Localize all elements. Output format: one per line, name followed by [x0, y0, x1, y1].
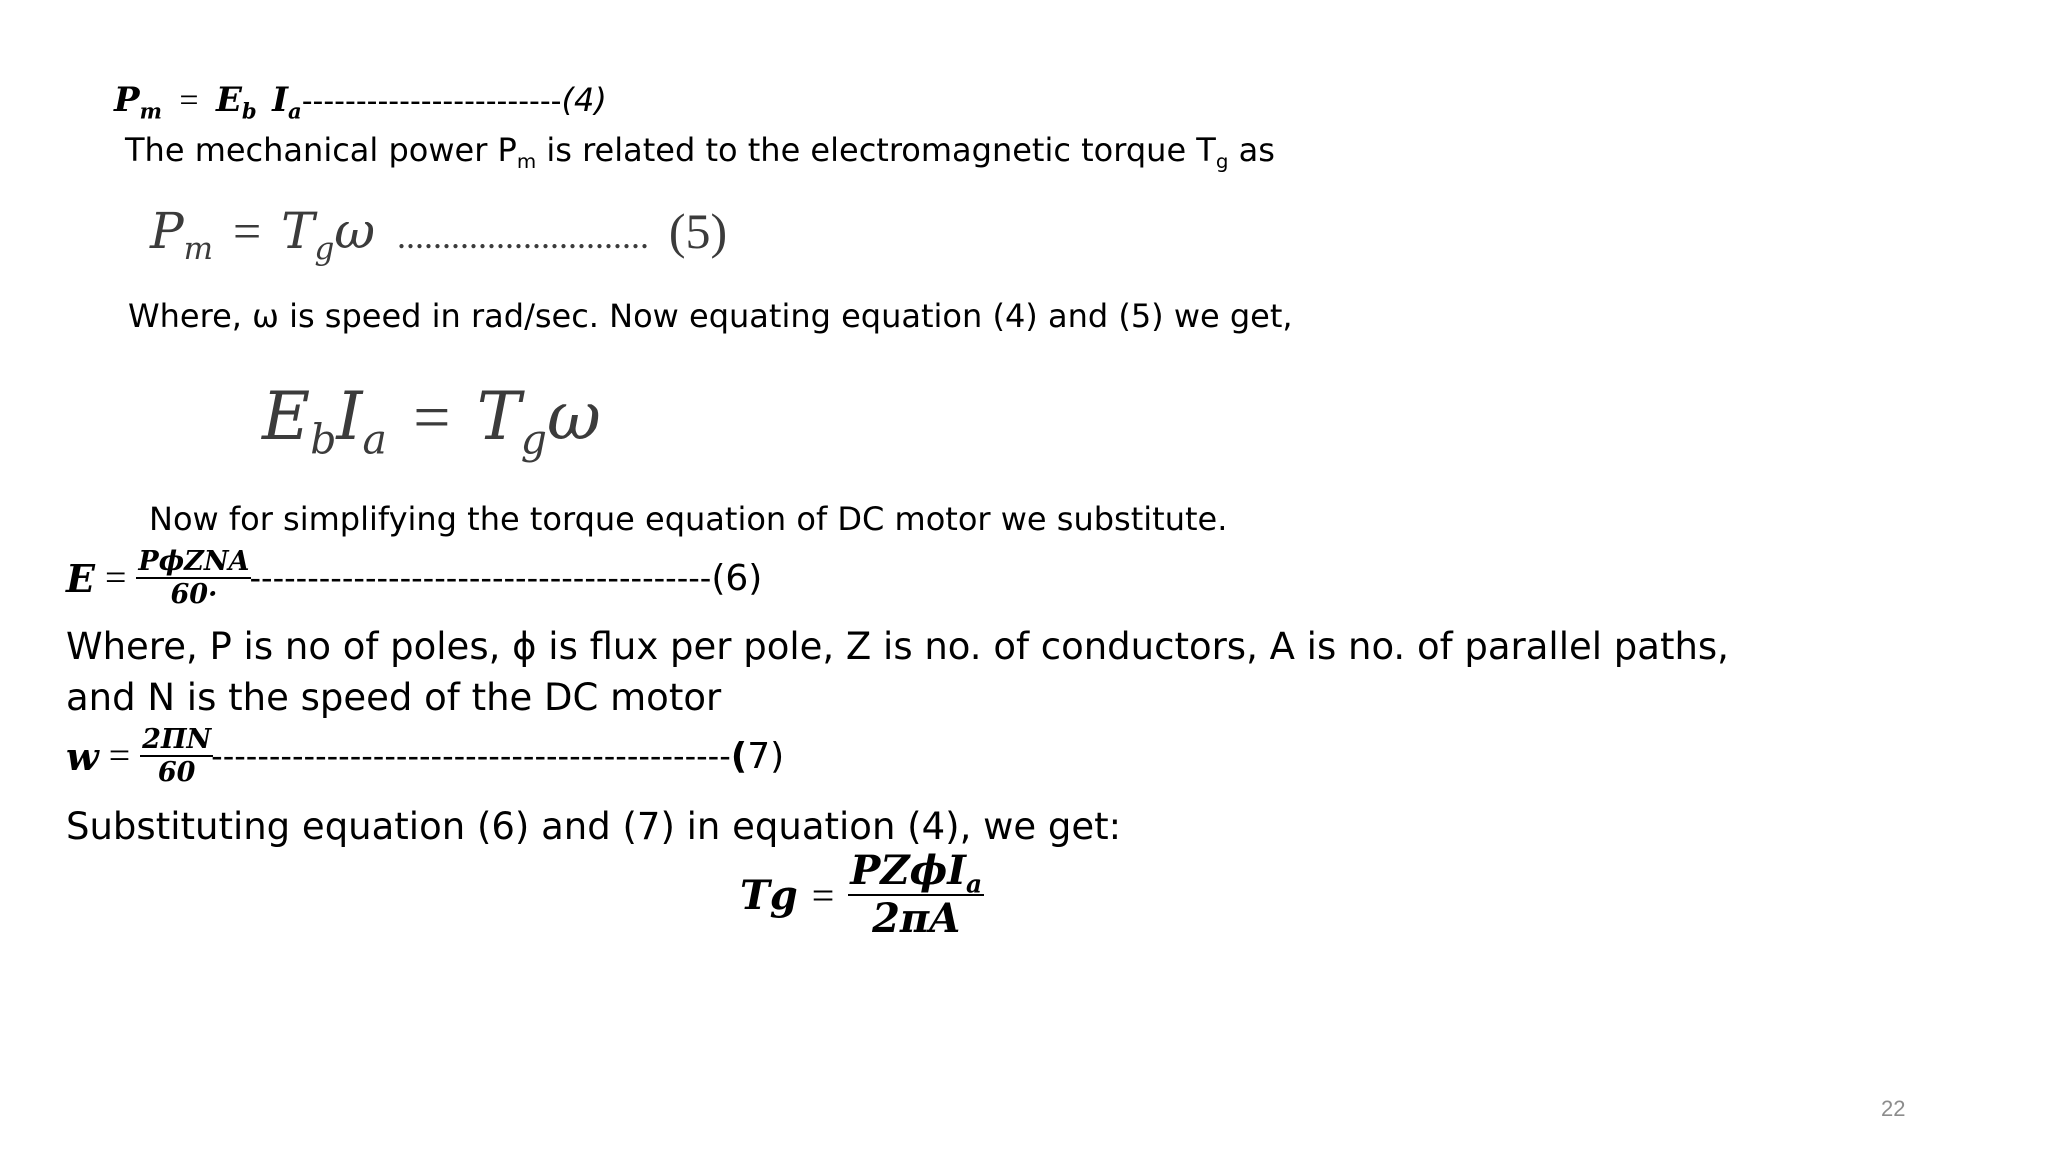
- text-mechanical-power: The mechanical power $P_m$ is related to the electromagnetic torque $T_g$ as: [125, 131, 1275, 173]
- eqt-numerator: PZϕI$_a$: [850, 847, 983, 899]
- eq7-fraction: [140, 724, 213, 788]
- eq4-ia: $I_a$: [272, 80, 302, 124]
- text-simplify: Now for simplifying the torque equation of DC motor we substitute.: [149, 500, 1228, 538]
- eq7-numerator: 2ΠN: [140, 724, 213, 757]
- equation-7: [66, 724, 784, 788]
- text-where-omega: Where, ω is speed in rad/sec. Now equating equation (4) and (5) we get,: [128, 297, 1293, 335]
- eqt-fraction: [848, 848, 984, 942]
- eqt-equals: =: [811, 872, 835, 918]
- eq6-tag: (6): [711, 557, 763, 599]
- eq7-denominator: 60: [157, 757, 196, 789]
- eq6-dashes: ----------------------------------------: [249, 559, 712, 598]
- eq5-tag: (5): [668, 203, 728, 259]
- eqe-equals: =: [413, 381, 451, 454]
- eqt-denominator: 2πA: [872, 895, 961, 942]
- eq4-tag: (4): [561, 81, 607, 119]
- text-where-p-line2: and N is the speed of the DC motor: [66, 676, 722, 719]
- eq7-dashes: ---------------------------------------------: [211, 737, 731, 776]
- equation-6: [66, 546, 762, 610]
- text-substituting: Substituting equation (6) and (7) in equation (4), we get:: [66, 805, 1122, 848]
- eq5-equals: =: [232, 203, 262, 259]
- eq7-lhs: w: [66, 733, 99, 779]
- equation-equate: [262, 378, 601, 464]
- eq4-equals: =: [179, 82, 199, 119]
- eq4-dashes: ------------------------: [301, 84, 562, 119]
- text-where-p-line1: Where, P is no of poles, ϕ is flux per pole, Z is no. of conductors, A is no. of parallel paths,: [66, 625, 1729, 668]
- eq7-tag-rest: 7): [747, 735, 785, 777]
- eq7-equals: =: [108, 735, 131, 778]
- eqe-ia: $I_a$: [336, 378, 387, 464]
- eq6-lhs: E: [66, 555, 95, 601]
- eq5-lhs: $P_m$: [150, 202, 214, 267]
- eqt-lhs: Tg: [740, 871, 798, 919]
- page-number: 22: [1881, 1096, 1906, 1121]
- eq6-equals: =: [104, 557, 127, 600]
- eqe-tg: $T_g\omega$: [476, 378, 601, 464]
- eq5-rhs: $T_g\omega$: [281, 202, 376, 267]
- equation-4: [114, 80, 607, 124]
- eq4-eb: $E_b$: [215, 80, 257, 124]
- eqe-eb: $E_b$: [262, 378, 337, 464]
- eq4-lhs: $P_m$: [114, 80, 162, 124]
- eq6-numerator: PϕZNA: [136, 546, 251, 579]
- eq6-denominator: 60·: [170, 579, 218, 611]
- eq5-dots: ............................: [396, 216, 649, 256]
- equation-5: [150, 202, 728, 267]
- equation-torque: [740, 848, 984, 942]
- eq6-fraction: [136, 546, 251, 610]
- eq7-tag-open: (: [730, 735, 748, 777]
